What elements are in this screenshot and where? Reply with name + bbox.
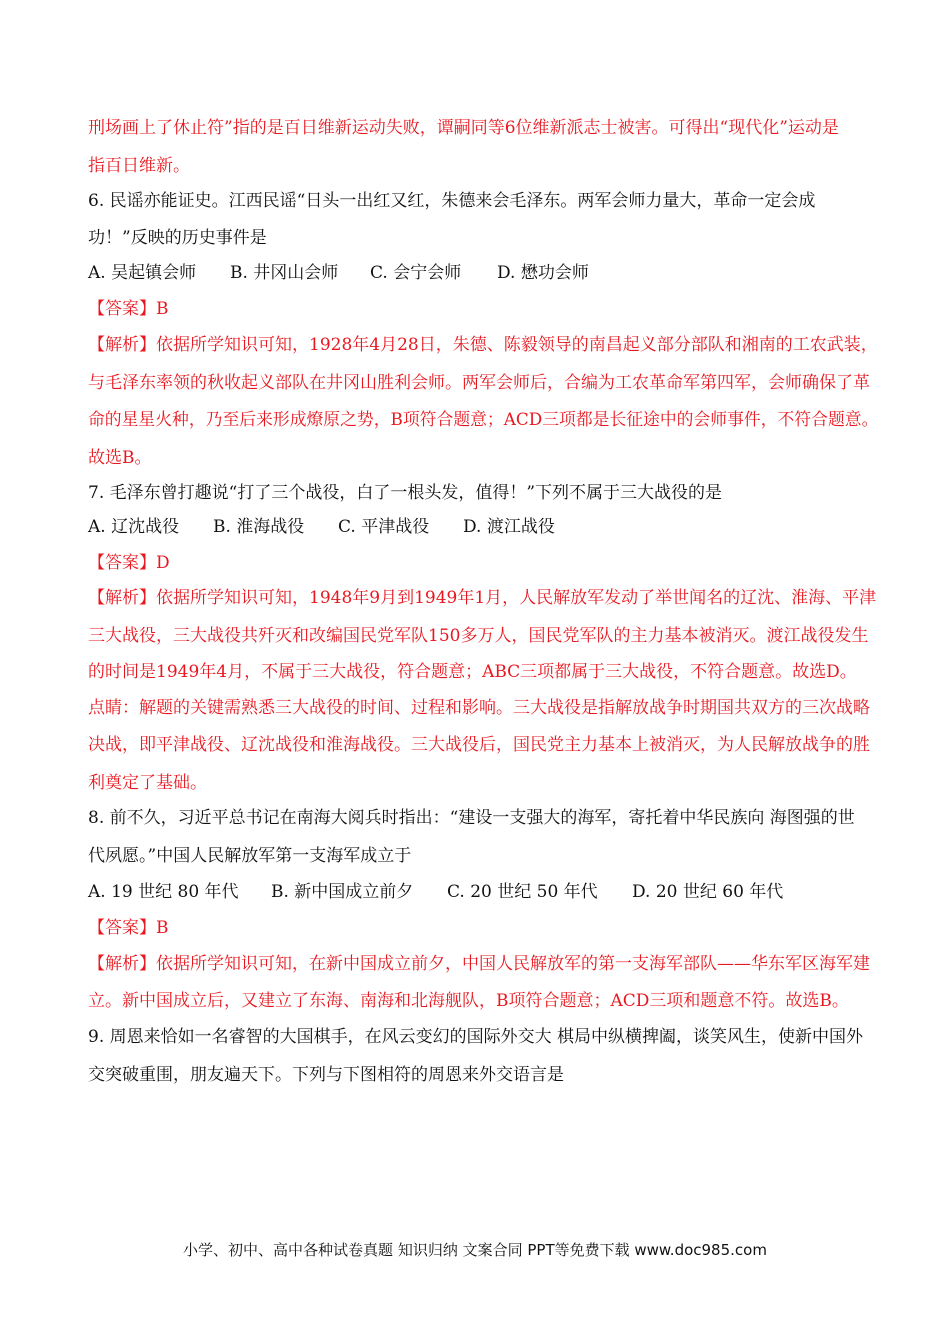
q7-analysis-line-2: 三大战役，三大战役共歼灭和改编国民党军队150多万人，国民党军队的主力基本被消灭。渡江战役发生 (88, 626, 869, 646)
q7-option-c: C. 平津战役 (338, 517, 430, 537)
q6-option-b: B. 井冈山会师 (230, 263, 339, 283)
q6-analysis-line-4: 故选B。 (88, 448, 152, 468)
q6-option-a: A. 吴起镇会师 (88, 263, 197, 283)
q6-analysis-line-3: 命的星星火种，乃至后来形成燎原之势，B项符合题意；ACD三项都是长征途中的会师事件，不符合题意。 (88, 410, 879, 430)
q8-analysis-line-2: 立。新中国成立后，又建立了东海、南海和北海舰队，B项符合题意；ACD三项和题意不符。故选B。 (88, 991, 849, 1011)
q8-option-a: A. 19 世纪 80 年代 (88, 882, 239, 902)
q7-answer: 【答案】D (88, 553, 170, 573)
q7-option-d: D. 渡江战役 (463, 517, 555, 537)
q8-answer: 【答案】B (88, 918, 169, 938)
q6-analysis-line-1: 【解析】依据所学知识可知，1928年4月28日，朱德、陈毅领导的南昌起义部分部队和湘南的工农武装， (88, 335, 878, 355)
q7-tip-line-2: 决战，即平津战役、辽沈战役和淮海战役。三大战役后，国民党主力基本上被消灭，为人民解放战争的胜 (88, 735, 870, 755)
q7-analysis-line-1: 【解析】依据所学知识可知，1948年9月到1949年1月，人民解放军发动了举世闻名的辽沈、淮海、平津 (88, 588, 877, 608)
q8-options (88, 881, 878, 903)
q6-stem-line-1: 6. 民谣亦能证史。江西民谣“日头一出红又红，朱德来会毛泽东。两军会师力量大，革命一定会成 (88, 191, 816, 211)
page-footer: 小学、初中、高中各种试卷真题 知识归纳 文案合同 PPT等免费下载 www.doc985.com (183, 1241, 767, 1259)
q9-stem-line-1: 9. 周恩来恰如一名睿智的大国棋手，在风云变幻的国际外交大 棋局中纵横捭阖，谈笑风生，使新中国外 (88, 1027, 864, 1047)
q6-answer: 【答案】B (88, 299, 169, 319)
q7-stem-line-1: 7. 毛泽东曾打趣说“打了三个战役，白了一根头发，值得！”下列不属于三大战役的是 (88, 483, 723, 503)
q6-options (88, 262, 878, 284)
q7-options (88, 516, 878, 538)
q7-analysis-line-3: 的时间是1949年4月，不属于三大战役，符合题意；ABC三项都属于三大战役，不符合题意。故选D。 (88, 662, 857, 682)
q5-analysis-line-1: 刑场画上了休止符”指的是百日维新运动失败，谭嗣同等6位维新派志士被害。可得出“现代化”运动是 (88, 118, 839, 138)
q7-option-b: B. 淮海战役 (213, 517, 305, 537)
q6-option-d: D. 懋功会师 (497, 263, 589, 283)
q9-stem-line-2: 交突破重围，朋友遍天下。下列与下图相符的周恩来外交语言是 (88, 1065, 564, 1085)
q8-analysis-line-1: 【解析】依据所学知识可知，在新中国成立前夕，中国人民解放军的第一支海军部队——华东军区海军建 (88, 954, 870, 974)
q7-tip-line-1: 点睛：解题的关键需熟悉三大战役的时间、过程和影响。三大战役是指解放战争时期国共双方的三次战略 (88, 698, 870, 718)
q5-analysis-line-2: 指百日维新。 (88, 156, 190, 176)
q8-option-d: D. 20 世纪 60 年代 (632, 882, 784, 902)
q6-option-c: C. 会宁会师 (370, 263, 462, 283)
q6-analysis-line-2: 与毛泽东率领的秋收起义部队在井冈山胜利会师。两军会师后，合编为工农革命军第四军，会师确保了革 (88, 373, 870, 393)
q7-tip-line-3: 利奠定了基础。 (88, 773, 207, 793)
q8-option-c: C. 20 世纪 50 年代 (447, 882, 598, 902)
q8-stem-line-1: 8. 前不久，习近平总书记在南海大阅兵时指出：“建设一支强大的海军，寄托着中华民族向 海图强的世 (88, 808, 855, 828)
q8-option-b: B. 新中国成立前夕 (271, 882, 414, 902)
q7-option-a: A. 辽沈战役 (88, 517, 180, 537)
q8-stem-line-2: 代夙愿。”中国人民解放军第一支海军成立于 (88, 846, 412, 866)
q6-stem-line-2: 功！”反映的历史事件是 (88, 228, 267, 248)
